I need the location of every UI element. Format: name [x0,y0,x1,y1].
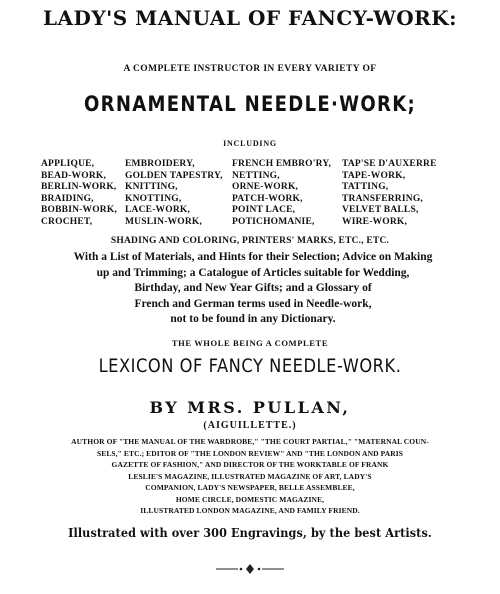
work-item: EMBROIDERY, [125,159,195,169]
work-item: FRENCH EMBRO'RY, [232,159,332,169]
description-line: French and German terms used in Needle-work, [134,297,372,310]
work-item: POINT LACE, [232,205,296,215]
description-line: With a List of Materials, and Hints for their Selection; Advice on Making [73,251,433,263]
description-line: not to be found in any Dictionary. [170,313,336,325]
work-item: BOBBIN-WORK, [41,205,118,215]
author-pseudonym: (AIGUILLETTE.) [203,420,297,431]
credit-line: LESLIE'S MAGAZINE, ILLUSTRATED MAGAZINE OF ART, LADY'S [128,471,372,481]
work-item: CROCHET, [41,216,93,227]
work-item: BEAD-WORK, [41,170,107,181]
credit-line: ILLUSTRATED LONDON MAGAZINE, AND FAMILY FRIEND. [140,506,360,515]
work-item: APPLIQUE, [41,159,95,169]
credit-line: AUTHOR OF "THE MANUAL OF THE WARDROBE," "THE COURT PARTIAL," "MATERNAL COUN- [71,437,429,446]
book-subtitle: A COMPLETE INSTRUCTOR IN EVERY VARIETY OF [123,64,377,74]
author-line: BY MRS. PULLAN, [149,398,351,417]
shading-line: SHADING AND COLORING, PRINTERS' MARKS, ETC., ETC. [110,236,390,246]
description-line: up and Trimming; a Catalogue of Articles suitable for Wedding, [96,266,410,279]
description-line: Birthday, and New Year Gifts; and a Glossary of [134,282,372,294]
work-item: VELVET BALLS, [342,205,419,215]
work-item: TRANSFERRING, [342,193,423,204]
book-title: LADY'S MANUAL OF FANCY-WORK: [42,6,458,30]
lexicon-heading: LEXICON OF FANCY NEEDLE-WORK. [98,356,402,377]
work-item: TATTING, [342,182,389,192]
credit-line: SELS," ETC.; EDITOR OF "THE LONDON REVIEW" AND "THE LONDON AND PARIS [96,448,404,458]
work-item: WIRE-WORK, [342,216,408,227]
whole-being-line: THE WHOLE BEING A COMPLETE [171,338,329,348]
work-item: BERLIN-WORK, [41,182,117,192]
work-item: KNOTTING, [125,193,182,204]
work-item: ORNE-WORK, [232,182,299,192]
illustrated-line: Illustrated with over 300 Engravings, by the best Artists. [68,525,432,540]
credit-line: GAZETTE OF FASHION," AND DIRECTOR OF THE WORKTABLE OF FRANK [111,460,389,469]
description-paragraph [40,250,466,328]
work-item: NETTING, [232,170,280,181]
work-item: PATCH-WORK, [232,193,303,204]
credit-line: COMPANION, LADY'S NEWSPAPER, BELLE ASSEMBLEE, [145,483,355,492]
credit-line: HOME CIRCLE, DOMESTIC MAGAZINE, [175,494,325,504]
work-list-column-1 [41,159,117,228]
work-item: TAP'SE D'AUXERRE [342,159,437,169]
work-item: POTICHOMANIE, [232,216,315,227]
fleuron-divider-icon [214,562,286,576]
work-item: TAPE-WORK, [342,170,406,181]
work-item: GOLDEN TAPESTRY, [125,170,223,181]
work-item: MUSLIN-WORK, [125,216,203,227]
work-list-column-2 [125,159,223,228]
including-label: INCLUDING [223,139,277,148]
work-item: LACE-WORK, [125,205,191,215]
work-list-column-4 [342,159,437,228]
work-item: KNITTING, [125,182,178,192]
main-heading: ORNAMENTAL NEEDLE·WORK; [83,92,417,116]
work-list-column-3 [232,159,331,228]
author-credits [30,436,470,517]
work-item: BRAIDING, [41,193,94,204]
